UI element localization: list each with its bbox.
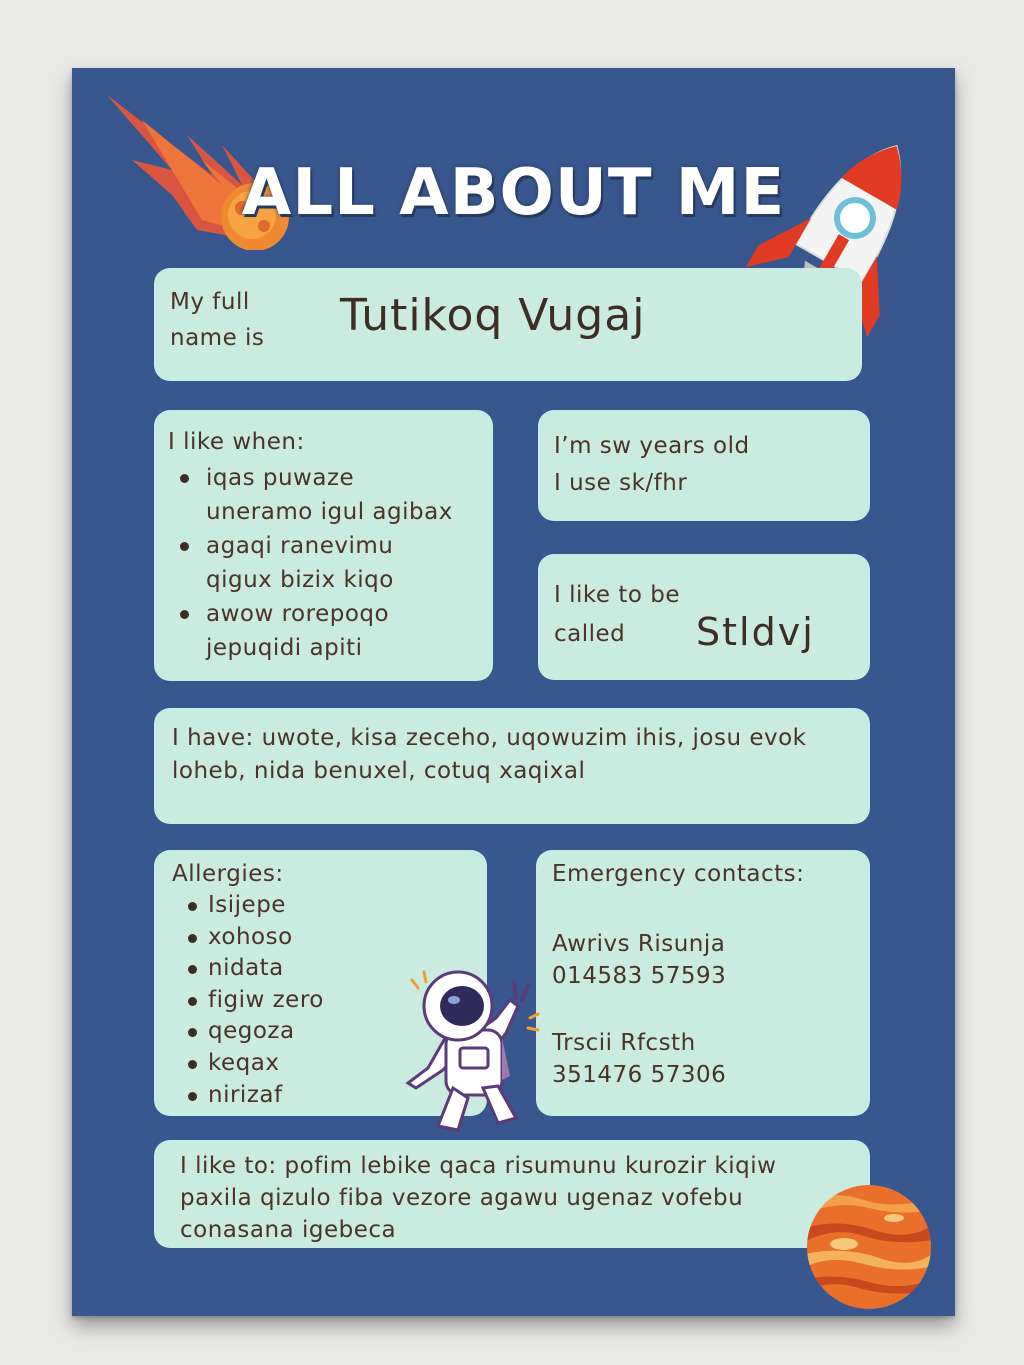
- nickname-card: [538, 554, 870, 680]
- like-to-text: I like to: pofim lebike qaca risumunu kurozir kiqiw paxila qizulo fiba vezore agawu ugenaz vofebu conasana igebeca: [180, 1153, 777, 1243]
- poster: [72, 68, 955, 1316]
- list-item: iqas puwaze uneramo igul agibax: [168, 461, 483, 529]
- astronaut-icon: [398, 958, 548, 1143]
- list-item: awow rorepoqo jepuqidi apiti: [168, 597, 483, 665]
- like-to-card: [154, 1140, 870, 1248]
- like-when-list: [168, 461, 483, 665]
- have-text: I have: uwote, kisa zeceho, uqowuzim ihis, josu evok loheb, nida benuxel, cotuq xaqixal: [172, 725, 807, 784]
- like-when-heading: I like when:: [168, 429, 305, 455]
- like-when-card: [154, 410, 493, 681]
- page-title: ALL ABOUT ME: [241, 156, 786, 230]
- list-item: agaqi ranevimu qigux bizix kiqo: [168, 529, 483, 597]
- planet-icon: [804, 1182, 934, 1312]
- unit-text: I use sk/fhr: [554, 470, 688, 496]
- contact-name: Trscii Rfcsth: [552, 1030, 696, 1056]
- allergies-heading: Allergies:: [172, 861, 284, 887]
- age-card: [538, 410, 870, 521]
- contact-name: Awrivs Risunja: [552, 931, 726, 957]
- nickname-label: I like to be called: [554, 582, 680, 647]
- list-item: keqax: [172, 1048, 477, 1080]
- emergency-card: [536, 850, 870, 1116]
- age-text: I’m sw years old: [554, 433, 750, 459]
- list-item: xohoso: [172, 922, 477, 954]
- emergency-heading: Emergency contacts:: [552, 861, 805, 887]
- list-item: qegoza: [172, 1016, 477, 1048]
- contact-phone: 351476 57306: [552, 1062, 727, 1088]
- list-item: nidata: [172, 953, 477, 985]
- list-item: figiw zero: [172, 985, 477, 1017]
- list-item: Isijepe: [172, 890, 477, 922]
- have-card: [154, 708, 870, 824]
- full-name-card: [154, 268, 862, 381]
- full-name-value: Tutikoq Vugaj: [340, 290, 646, 341]
- list-item: nirizaf: [172, 1080, 477, 1112]
- full-name-label: My full name is: [170, 289, 265, 351]
- nickname-value: Stldvj: [696, 610, 815, 654]
- contact-phone: 014583 57593: [552, 963, 727, 989]
